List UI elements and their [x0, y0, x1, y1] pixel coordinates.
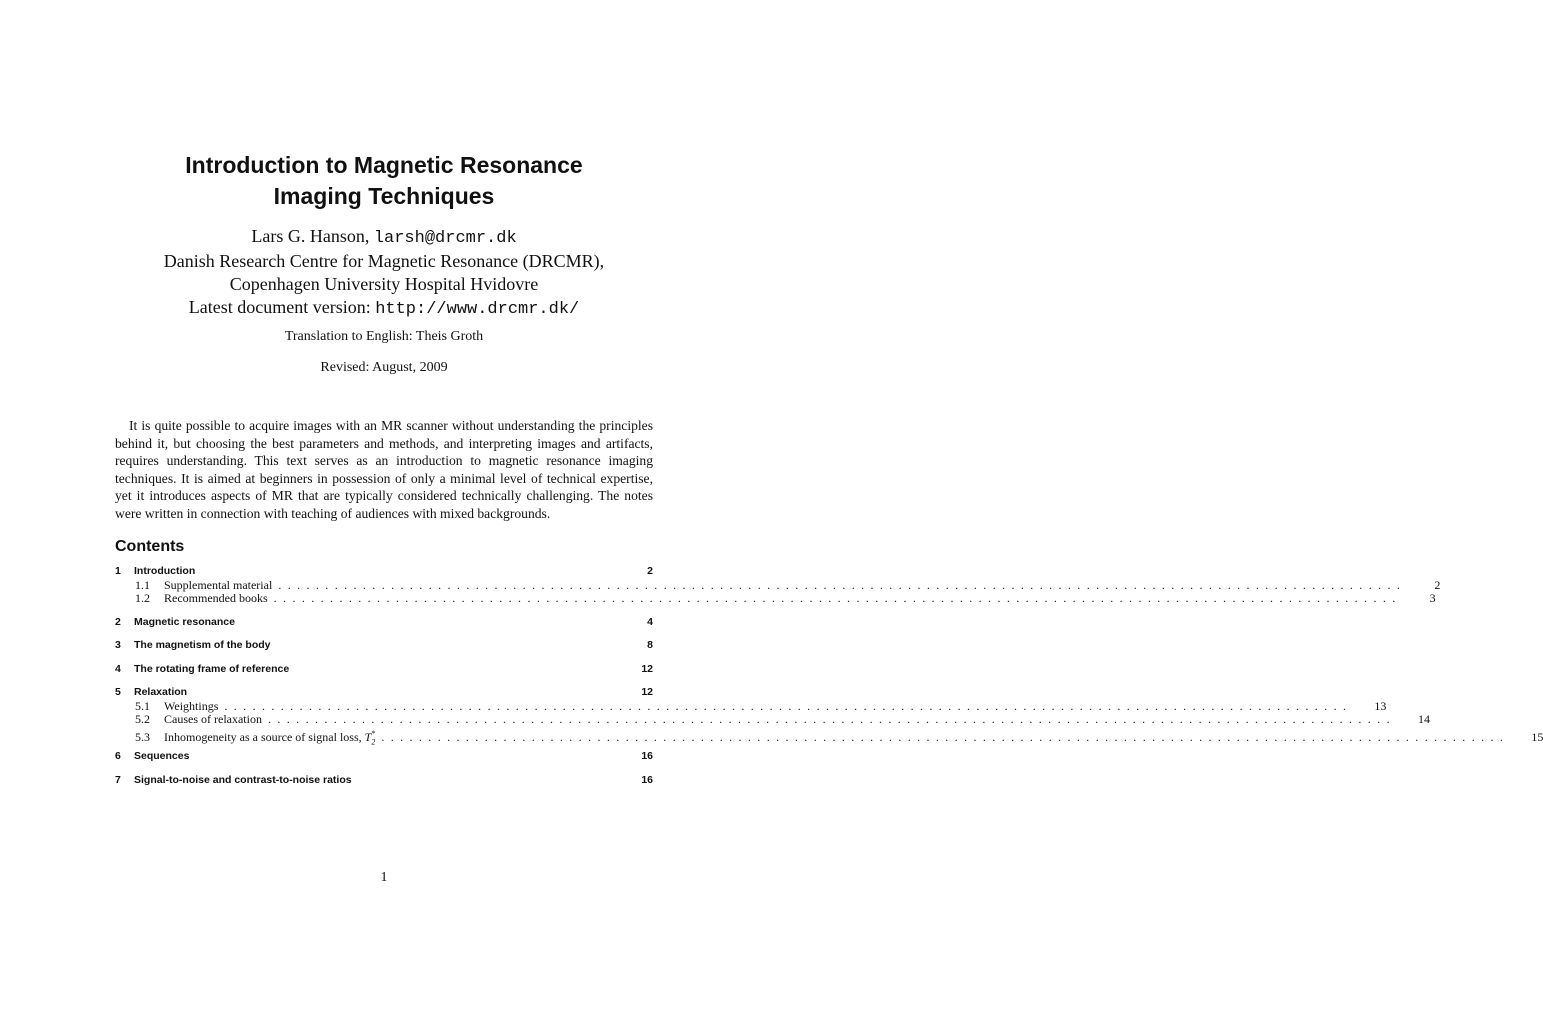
toc-entry[interactable] — [115, 774, 653, 788]
toc-entry-title: The rotating frame of reference — [134, 662, 290, 675]
toc-subentry-number: 5.1 — [135, 698, 150, 713]
toc-entry-page: 12 — [641, 686, 653, 698]
toc-entry[interactable] — [115, 686, 653, 700]
toc-leader-dots: ........................................................................................................................ — [224, 698, 1353, 713]
contents-heading: Contents — [115, 538, 185, 555]
toc-subentry-number: 5.2 — [135, 712, 150, 726]
toc-subentry[interactable] — [115, 698, 1387, 714]
toc-subentry-title: Recommended books — [164, 591, 268, 605]
toc-section — [115, 750, 653, 764]
toc-entry[interactable] — [115, 616, 653, 630]
version-line — [0, 296, 768, 321]
toc-subentry-page: 2 — [1434, 577, 1441, 592]
toc-entry[interactable] — [115, 565, 653, 579]
toc-section — [115, 616, 653, 630]
toc-entry-number: 6 — [115, 750, 121, 762]
toc-section — [115, 686, 1543, 746]
toc-entry-number: 3 — [115, 639, 121, 651]
toc-leader-dots: ........................................................................................................................ — [278, 577, 1407, 592]
abstract-paragraph: It is quite possible to acquire images with an MR scanner without understanding the principles behind it, but choosing the best parameters and methods, and interpreting images and artifacts, requires understanding. This text serves as an introduction to magnetic resonance imaging techniques. It is aimed at beginners in possession of only a minimal level of technical expertise, yet it introduces aspects of MR that are typically considered technically challenging. The notes were written in connection with teaching of audiences with mixed backgrounds. — [115, 418, 653, 521]
author-block — [0, 225, 768, 321]
toc-subentry-number: 1.2 — [135, 591, 150, 605]
toc-entry-title: The magnetism of the body — [134, 639, 271, 651]
toc-entry[interactable] — [115, 663, 653, 677]
author-line — [0, 225, 768, 250]
toc-entry-number: 5 — [115, 686, 121, 698]
affiliation-line-1: Danish Research Centre for Magnetic Resonance (DRCMR), — [163, 251, 605, 271]
toc-entry-page: 12 — [641, 662, 653, 675]
toc-subentry-page: 14 — [1417, 712, 1430, 726]
toc-entry-number: 2 — [115, 615, 121, 628]
toc-entry-page: 8 — [647, 639, 653, 651]
toc-entry[interactable] — [115, 750, 653, 764]
toc-entry-page: 4 — [647, 615, 653, 628]
version-label: Latest document version: — [188, 297, 376, 317]
toc-entry-title: Sequences — [134, 750, 190, 762]
toc-leader-dots: ........................................................................................................................ — [381, 729, 1510, 744]
toc-subentry[interactable] — [115, 577, 1441, 593]
title-line-1: Introduction to Magnetic Resonance — [185, 152, 583, 178]
toc-subentry-title: Supplemental material — [164, 577, 273, 592]
author-name: Lars G. Hanson, — [251, 226, 374, 246]
toc-subentry[interactable] — [115, 591, 1436, 606]
toc-subentry-number: 1.1 — [135, 577, 150, 592]
toc-entry-title: Introduction — [134, 565, 196, 577]
toc-subentry-title: Weightings — [164, 698, 219, 713]
page-number: 1 — [380, 870, 388, 885]
table-of-contents — [115, 565, 1543, 797]
toc-subentry-number: 5.3 — [135, 729, 150, 744]
toc-leader-dots: ........................................................................................................................ — [273, 591, 1402, 605]
toc-subentry[interactable] — [115, 727, 1543, 746]
toc-section — [115, 565, 1441, 606]
toc-subentry[interactable] — [115, 712, 1430, 727]
toc-entry[interactable] — [115, 639, 653, 653]
toc-subentry-page: 15 — [1531, 729, 1543, 744]
toc-entry-number: 4 — [115, 662, 121, 675]
affiliation-line-2: Copenhagen University Hospital Hvidovre — [229, 274, 539, 294]
toc-subentry-title: Inhomogeneity as a source of signal loss, $T_2^*$ — [164, 728, 376, 746]
toc-section — [115, 774, 653, 788]
toc-entry-page: 16 — [641, 773, 653, 786]
toc-entry-title: Signal-to-noise and contrast-to-noise ratios — [134, 773, 352, 786]
toc-subentry-title: Causes of relaxation — [164, 712, 262, 726]
toc-entry-number: 7 — [115, 773, 121, 786]
toc-entry-title: Relaxation — [134, 686, 188, 698]
toc-subentry-page: 13 — [1374, 698, 1387, 713]
version-url[interactable]: http://www.drcmr.dk/ — [375, 300, 580, 319]
translation-credit: Translation to English: Theis Groth — [284, 329, 484, 344]
toc-leader-dots: ........................................................................................................................ — [267, 712, 1396, 726]
revision-date: Revised: August, 2009 — [320, 360, 448, 375]
toc-entry-page: 2 — [647, 565, 653, 577]
author-email[interactable]: larsh@drcmr.dk — [373, 229, 517, 248]
toc-entry-title: Magnetic resonance — [134, 615, 235, 628]
document-title — [0, 150, 768, 212]
toc-subentry-page: 3 — [1429, 591, 1436, 605]
toc-entry-number: 1 — [115, 565, 121, 577]
toc-entry-page: 16 — [641, 750, 653, 762]
title-line-2: Imaging Techniques — [273, 183, 495, 209]
toc-section — [115, 639, 653, 653]
toc-section — [115, 663, 653, 677]
